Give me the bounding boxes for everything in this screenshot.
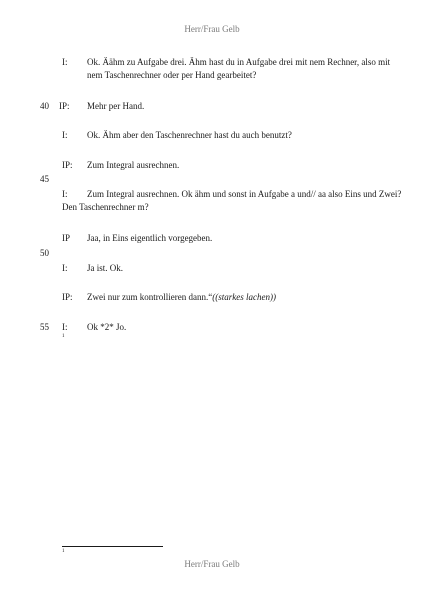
utterance-line: Jaa, in Eins eigentlich vorgegeben. (87, 233, 213, 243)
line-number: 40 (40, 101, 49, 111)
speaker-label: I: (62, 189, 68, 199)
utterance-line: Ja ist. Ok. (87, 263, 123, 273)
page-footer: Herr/Frau Gelb (184, 559, 240, 569)
utterance-line: Ok *2* Jo. (87, 322, 127, 332)
speaker-label: I: (62, 57, 68, 67)
utterance-line: nem Taschenrechner oder per Hand gearbeitet? (87, 70, 257, 80)
speaker-label: IP: (59, 101, 70, 111)
speaker-label: IP: (62, 160, 73, 170)
utterance-line (87, 291, 276, 303)
line-number: 45 (40, 174, 49, 184)
footnote-rule (62, 546, 163, 547)
utterance-line: Ok. Ähm aber den Taschenrechner hast du auch benutzt? (87, 130, 292, 140)
annotation-italic: ((starkes lachen)) (212, 292, 276, 302)
utterance-line: Zum Integral ausrechnen. Ok ähm und sonst in Aufgabe a und// aa also Eins und Zwei? (87, 189, 402, 199)
line-number: 50 (40, 248, 49, 258)
speaker-label: I: (62, 263, 68, 273)
speaker-label: I: (62, 322, 68, 332)
footnote-number: 1 (62, 549, 65, 554)
utterance-text: Zwei nur zum kontrollieren dann.“ (87, 292, 213, 302)
page-header: Herr/Frau Gelb (184, 24, 240, 34)
utterance-line: Zum Integral ausrechnen. (87, 160, 180, 170)
utterance-line: Ok. Äähm zu Aufgabe drei. Ähm hast du in Aufgabe drei mit nem Rechner, also mit (87, 57, 391, 67)
speaker-label: IP (62, 233, 71, 243)
footnote-marker: 1 (62, 334, 65, 339)
utterance-line: Mehr per Hand. (87, 101, 145, 111)
speaker-label: IP: (62, 292, 73, 302)
speaker-label: I: (62, 130, 68, 140)
line-number: 55 (40, 322, 49, 332)
utterance-continuation: Den Taschenrechner m? (62, 202, 149, 212)
